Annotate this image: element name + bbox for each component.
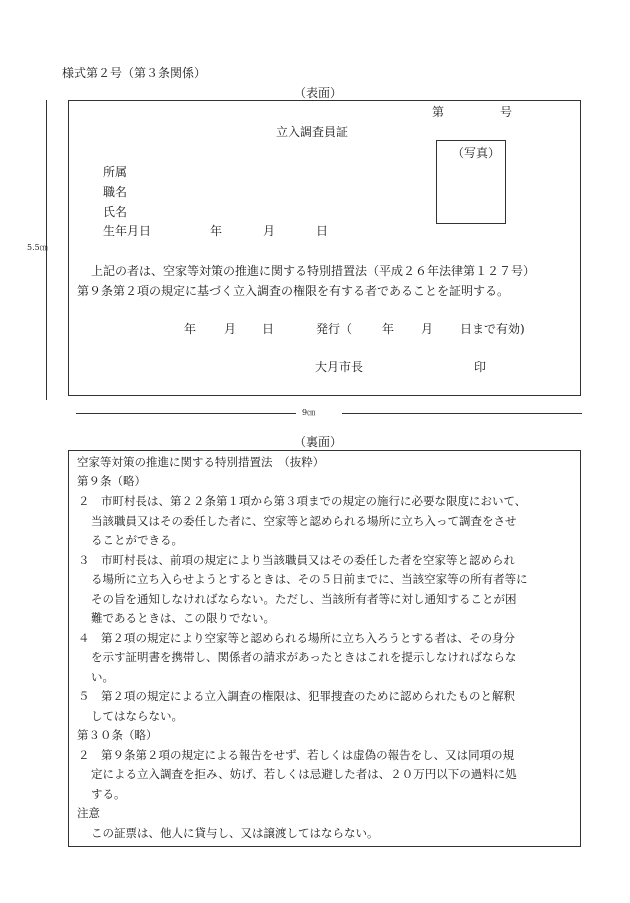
back-side-label: （裏面） — [294, 435, 343, 449]
width-dimension-line-right — [342, 413, 582, 414]
valid-until-label: 日まで有効) — [460, 322, 525, 336]
back-text-line: を示す証明書を携帯し、関係者の請求があったときはこれを提示しなければならな — [91, 650, 517, 664]
affiliation-label: 所属 — [103, 165, 128, 179]
birthdate-year-unit: 年 — [210, 224, 223, 238]
width-dimension-line-left — [76, 413, 296, 414]
back-text-line: 第９条（略） — [77, 474, 146, 488]
form-number-label: 様式第２号（第３条関係） — [62, 66, 207, 80]
back-text-line: ５ 第２項の規定による立入調査の権限は、犯罪捜査のために認められたものと解釈 — [78, 689, 515, 703]
seal-mark: 印 — [474, 360, 487, 374]
certification-text-line-2: 第９条第２項の規定に基づく立入調査の権限を有する者であることを証明する。 — [77, 284, 510, 298]
back-text-line: 第３０条（略） — [77, 728, 158, 742]
back-heading: 空家等対策の推進に関する特別措置法 （抜粋） — [77, 455, 325, 469]
back-text-line: その旨を通知しなければならない。ただし、当該所有者等に対し通知することが困 — [91, 592, 517, 606]
valid-year-unit: 年 — [382, 322, 395, 336]
certification-text-line-1: 上記の者は、空家等対策の推進に関する特別措置法（平成２６年法律第１２７号） — [91, 264, 536, 278]
issued-label: 発行（ — [316, 322, 353, 336]
back-text-line: ２ 市町村長は、第２２条第１項から第３項までの規定の施行に必要な限度において、 — [78, 494, 527, 508]
issue-year-unit: 年 — [184, 322, 197, 336]
valid-month-unit: 月 — [421, 322, 434, 336]
back-notice-heading: 注意 — [77, 806, 100, 820]
issue-day-unit: 日 — [262, 322, 275, 336]
front-side-label: （表面） — [294, 86, 343, 100]
birthdate-month-unit: 月 — [263, 224, 276, 238]
card-number-suffix: 号 — [500, 105, 513, 119]
birthdate-day-unit: 日 — [316, 224, 329, 238]
back-text-line: してはならない。 — [91, 709, 183, 723]
back-text-line: ることができる。 — [91, 533, 183, 547]
issuer-name: 大月市長 — [315, 360, 364, 374]
back-text-line: ３ 市町村長は、前項の規定により当該職員又はその委任した者を空家等と認められ — [78, 553, 515, 567]
back-notice-text: この証票は、他人に貸与し、又は譲渡してはならない。 — [91, 826, 379, 840]
name-label: 氏名 — [103, 205, 128, 219]
issue-month-unit: 月 — [224, 322, 237, 336]
back-text-line: する。 — [91, 787, 126, 801]
height-dimension-label: 5.5㎝ — [27, 243, 48, 252]
birthdate-label: 生年月日 — [103, 224, 152, 238]
card-number-prefix: 第 — [432, 105, 445, 119]
id-card-back — [68, 450, 581, 847]
back-text-line: ４ 第２項の規定により空家等と認められる場所に立ち入ろうとする者は、その身分 — [78, 631, 515, 645]
card-title: 立入調査員証 — [276, 125, 349, 139]
back-text-line: ２ 第９条第２項の規定による報告をせず、若しくは虚偽の報告をし、又は同項の規 — [78, 748, 515, 762]
photo-label: （写真） — [452, 146, 501, 160]
back-text-line: い。 — [91, 670, 114, 684]
back-text-line: 当該職員又はその委任した者に、空家等と認められる場所に立ち入って調査をさせ — [91, 514, 517, 528]
back-text-line: 難であるときは、この限りでない。 — [91, 611, 275, 625]
back-text-line: 定による立入調査を拒み、妨げ、若しくは忌避した者は、２０万円以下の過料に処 — [91, 767, 517, 781]
position-label: 職名 — [103, 185, 128, 199]
back-text-line: る場所に立ち入らせようとするときは、その５日前までに、当該空家等の所有者等に — [91, 572, 528, 586]
width-dimension-label: 9㎝ — [302, 408, 316, 417]
